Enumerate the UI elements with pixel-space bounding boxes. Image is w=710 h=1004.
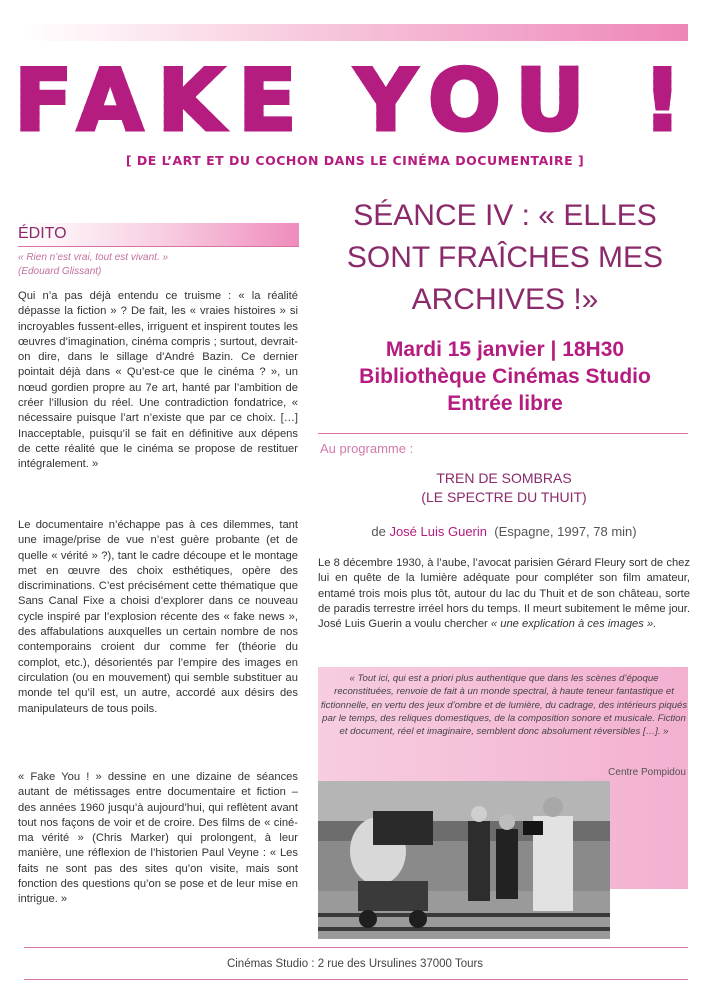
edito-paragraph-1: Qui n’a pas déjà entendu ce truisme : « la réalité dépasse la fiction » ? De fait, les « vraies histoires » si incroyables fussent-elles, irriguent et inspirent toutes les œuvres d’imagination, cinéma compris ; surtout, devrait-on dire, dans le sillage d’André Bazin. Ce dernier pointait déjà dans « Qu’est-ce que le cinéma ? », un nœud gordien propre au 7e art, hanté par l’ambition de créer l’illusion du réel. Une contradiction fondatrice, « nécessaire puisque l’art n’existe que par ce choix. […] Inacceptable, puisqu’il se fait en définitive aux dépens de cette réalité que le cinéma se propose de restituer intégralement. » bbox=[18, 290, 298, 471]
synopsis-quote: « une explication à ces images ». bbox=[490, 618, 657, 631]
seance-title-line: ARCHIVES !» bbox=[411, 283, 599, 316]
footer-address: Cinémas Studio : 2 rue des Ursulines 37000 Tours bbox=[226, 958, 484, 970]
film-credits bbox=[320, 524, 688, 539]
event-venue: Bibliothèque Cinémas Studio bbox=[359, 365, 651, 388]
edito-heading: ÉDITO bbox=[18, 225, 67, 242]
footer-rule-top bbox=[24, 947, 688, 948]
edito-paragraph-2: Le documentaire n’échappe pas à ces dilemmes, tant une image/prise de vue n’est guère probante (et de quelle « vérité » ?), tant le cadre découpe et le montage met en œuvre des choix esthétiques, opère des discriminations. C’est précisément cette thématique que Sans Canal Fixe a choisi d’explorer dans ce nouveau cycle inspiré par l’explosion récente des « fake news », des affabulations auxquelles un certain nombre de nos contemporains croient dur comme fer (théorie du complot, etc.), désorientés par l’empire des images en circulation (ou en mouvement) qui semble substituer au monde tel qu’il est, un autre, accordé aux désirs des manipulateurs de tous poils. bbox=[18, 519, 298, 715]
epigraph-author: (Edouard Glissant) bbox=[18, 266, 102, 277]
masthead-title: FAKE YOU ! bbox=[0, 56, 710, 146]
film-still-illustration bbox=[318, 781, 610, 939]
program-label: Au programme : bbox=[320, 441, 414, 456]
footer-rule-bottom bbox=[24, 979, 688, 980]
event-date: Mardi 15 janvier | 18H30 bbox=[385, 338, 625, 361]
tagline: [ DE L’ART ET DU COCHON DANS LE CINÉMA DOCUMENTAIRE ] bbox=[125, 153, 585, 168]
event-details bbox=[320, 336, 690, 417]
top-gradient-bar bbox=[24, 24, 688, 41]
seance-title-line: SÉANCE IV : « ELLES bbox=[353, 199, 657, 232]
film-director: José Luis Guerin bbox=[389, 524, 488, 539]
film-title-sub: (LE SPECTRE DU THUIT) bbox=[421, 489, 587, 505]
program-divider bbox=[318, 433, 688, 434]
film-still-photo bbox=[318, 781, 610, 939]
film-info: (Espagne, 1997, 78 min) bbox=[494, 524, 637, 539]
film-title-main: TREN DE SOMBRAS bbox=[436, 470, 572, 486]
box-quote: « Tout ici, qui est a priori plus authentique que dans les scènes d’époque reconstituées, renvoie de fait à un monde spectral, à haute teneur fantastique et fictionnelle, en vertu des jeux d’ombre et de lumière, du cadrage, des intérieurs piqués par le temps, des reliques domestiques, de la composition sonore et musicale. Fiction et document, réel et imaginaire, semblent donc absolument réversibles […]. » bbox=[320, 673, 688, 738]
synopsis-text: Le 8 décembre 1930, à l’aube, l’avocat parisien Gérard Fleury sort de chez lui en quête de la lumière adéquate pour compléter son film amateur, entamé trois mois plus tôt, autour du lac du Thuit et de son château, sorte de paradis terrestre irréel hors du temps. Il meurt subitement le même jour. José Luis Guerin a voulu chercher bbox=[318, 557, 690, 631]
edito-epigraph bbox=[18, 251, 299, 279]
epigraph-quote: « Rien n’est vrai, tout est vivant. » bbox=[18, 252, 169, 263]
box-credit: Centre Pompidou bbox=[608, 767, 686, 778]
film-synopsis bbox=[318, 556, 690, 632]
film-title bbox=[320, 469, 688, 507]
film-by-label: de bbox=[371, 524, 386, 539]
edito-paragraph-3: « Fake You ! » dessine en une dizaine de séances autant de métissages entre documentaire et fiction – des années 1960 jusqu’à aujourd’hui, qui reflètent avant tout nos façons de voir et de croire. Des films de « ciné-ma vérité » (Chris Marker) qui prolongent, à leur manière, une réflexion de l’historien Paul Veyne : « Les faits ne sont pas des sites qu’on visite, mais sont fonction des questions qu’on se pose et de leur mise en intrigue. » bbox=[18, 771, 298, 906]
edito-divider bbox=[18, 246, 299, 247]
event-entry: Entrée libre bbox=[447, 392, 563, 415]
edito-heading-bar bbox=[18, 223, 299, 247]
seance-title-line: SONT FRAÎCHES MES bbox=[346, 241, 664, 274]
seance-title bbox=[320, 195, 690, 321]
